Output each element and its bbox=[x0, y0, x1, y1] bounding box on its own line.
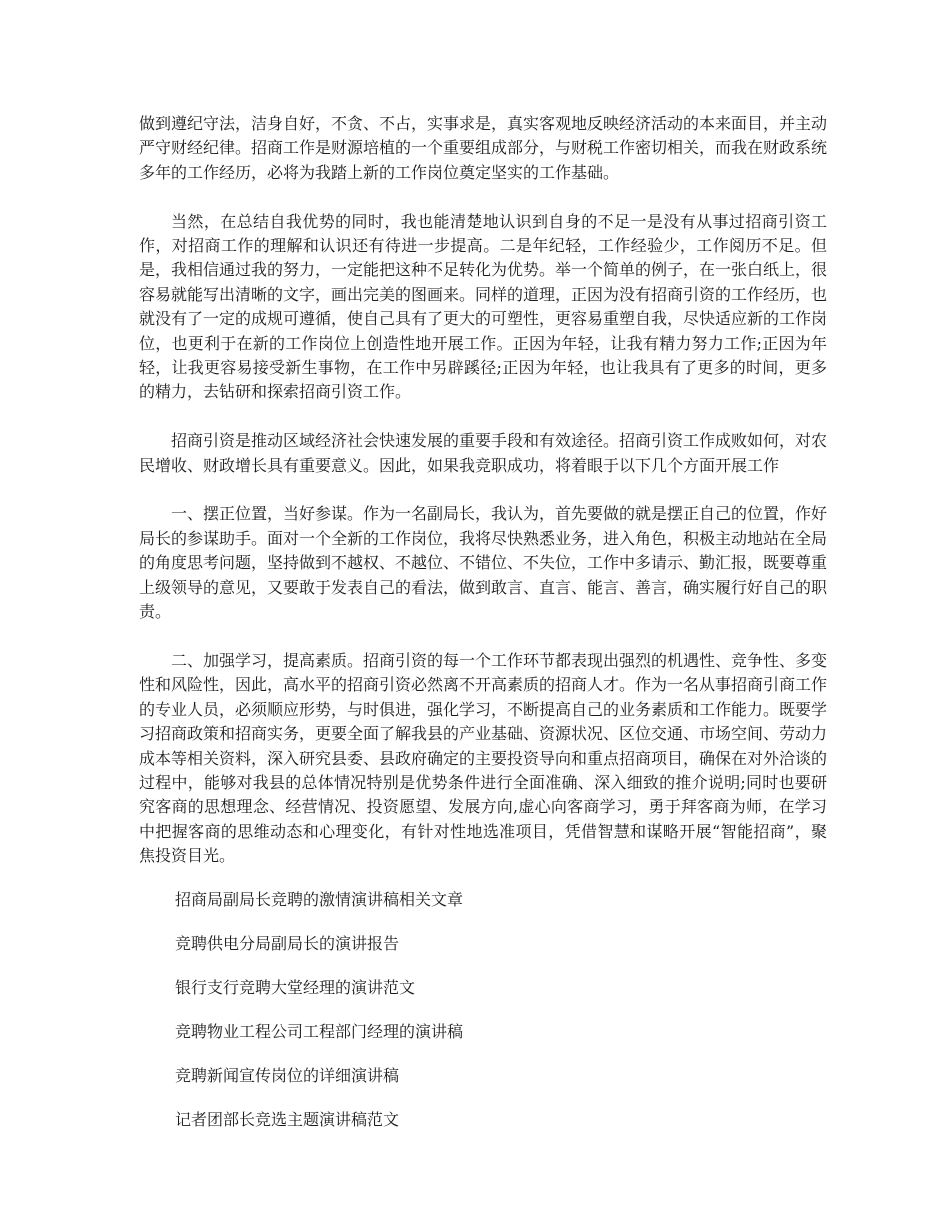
related-article-link[interactable]: 竞聘物业工程公司工程部门经理的演讲稿 bbox=[175, 1021, 464, 1041]
related-articles-list bbox=[139, 888, 827, 1132]
paragraph-continuation: 做到遵纪守法，洁身自好，不贪、不占，实事求是，真实客观地反映经济活动的本来面目，并主动严守财经纪律。招商工作是财源培植的一个重要组成部分，与财税工作密切相关，而我在财政系统多年的工作经历，必将为我踏上新的工作岗位奠定坚实的工作基础。 bbox=[139, 114, 828, 182]
paragraph-point-two: 二、加强学习，提高素质。招商引资的每一个工作环节都表现出强烈的机遇性、竞争性、多变性和风险性，因此，高水平的招商引资必然离不开高素质的招商人才。作为一名从事招商引商工作的专业人员，必须顺应形势，与时俱进，强化学习，不断提高自己的业务素质和工作能力。既要学习招商政策和招商实务，更要全面了解我县的产业基础、资源状况、区位交通、市场空间、劳动力成本等相关资料，深入研究县委、县政府确定的主要投资导向和重点招商项目，确保在对外洽谈的过程中，能够对我县的总体情况特别是优势条件进行全面准确、深入细致的推介说明;同时也要研究客商的思想理念、经营情况、投资愿望、发展方向,虚心向客商学习，勇于拜客商为师，在学习中把握客商的思维动态和心理变化，有针对性地选准项目，凭借智慧和谋略开展“智能招商”，聚焦投资目光。 bbox=[139, 650, 828, 866]
related-article-link[interactable]: 竞聘供电分局副局长的演讲报告 bbox=[175, 933, 400, 953]
paragraph-point-one: 一、摆正位置，当好参谋。作为一名副局长，我认为，首先要做的就是摆正自己的位置，作好局长的参谋助手。面对一个全新的工作岗位，我将尽快熟悉业务，进入角色，积极主动地站在全局的角度思考问题，坚持做到不越权、不越位、不错位、不失位，工作中多请示、勤汇报，既要尊重上级领导的意见，又要敢于发表自己的看法，做到敢言、直言、能言、善言，确实履行好自己的职责。 bbox=[139, 504, 828, 622]
paragraph-shortcomings: 当然，在总结自我优势的同时，我也能清楚地认识到自身的不足一是没有从事过招商引资工作，对招商工作的理解和认识还有待进一步提高。二是年纪轻，工作经验少，工作阅历不足。但是，我相信通过我的努力，一定能把这种不足转化为优势。举一个简单的例子，在一张白纸上，很容易就能写出清晰的文字，画出完美的图画来。同样的道理，正因为没有招商引资的工作经历，也就没有了一定的成规可遵循，使自己具有了更大的可塑性，更容易重塑自我，尽快适应新的工作岗位，也更利于在新的工作岗位上创造性地开展工作。正因为年轻，让我有精力努力工作;正因为年轻，让我更容易接受新生事物，在工作中另辟蹊径;正因为年轻，也让我具有了更多的时间，更多的精力，去钻研和探索招商引资工作。 bbox=[139, 211, 828, 402]
related-article-heading[interactable]: 招商局副局长竞聘的激情演讲稿相关文章 bbox=[175, 889, 464, 909]
related-article-link[interactable]: 银行支行竞聘大堂经理的演讲范文 bbox=[175, 977, 416, 997]
document-page bbox=[139, 112, 827, 1152]
related-article-link[interactable]: 竞聘新闻宣传岗位的详细演讲稿 bbox=[175, 1065, 400, 1085]
paragraph-investment-intro: 招商引资是推动区域经济社会快速发展的重要手段和有效途径。招商引资工作成败如何，对农民增收、财政增长具有重要意义。因此，如果我竞职成功，将着眼于以下几个方面开展工作 bbox=[139, 431, 828, 475]
related-article-link[interactable]: 记者团部长竞选主题演讲稿范文 bbox=[175, 1109, 400, 1129]
